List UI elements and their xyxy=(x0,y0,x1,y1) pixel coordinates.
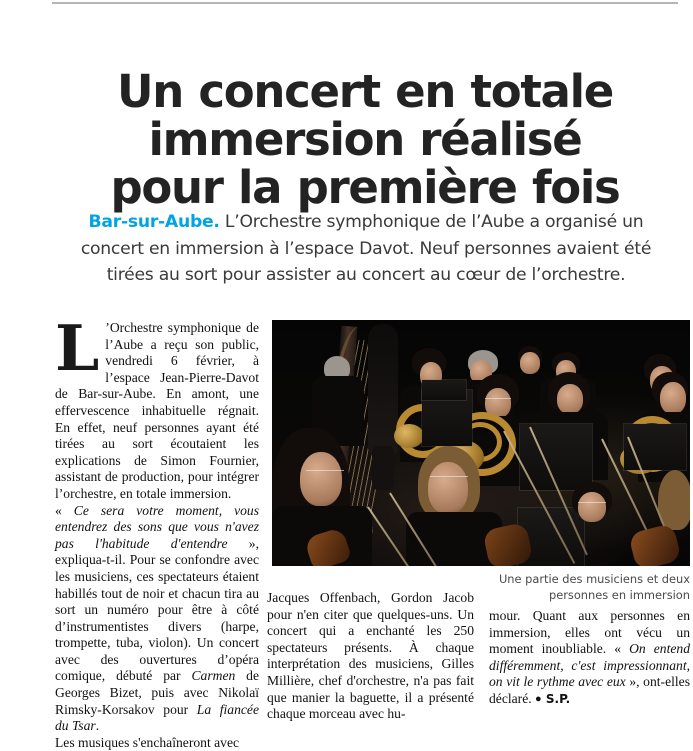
locality-label: Bar-sur-Aube. xyxy=(88,212,220,232)
quote-open: « xyxy=(55,502,74,518)
eyeglasses-mid-1 xyxy=(485,398,511,402)
headline-line-3: pour la première fois xyxy=(110,161,620,215)
body-column-1 xyxy=(55,311,259,751)
work-title-fiancee: La fiancée du Tsar xyxy=(55,701,259,734)
paragraph-2-end: . xyxy=(95,718,100,734)
body-column-2 xyxy=(267,590,474,723)
paragraph-5-start: mour. Quant aux personnes en immersion, elles ont vécu un moment inoubliable. « xyxy=(489,608,690,657)
musician-face-mid-3 xyxy=(660,382,686,414)
orchestra-photograph xyxy=(272,320,690,566)
headline-line-1: Un concert en totale xyxy=(117,65,613,119)
signature-bullet-icon: ● xyxy=(535,692,542,705)
quote-text-1: Ce sera votre moment, vous entendrez des sons que vous n'avez pas l'habitude d'entendre xyxy=(55,502,259,551)
paragraph-5 xyxy=(489,608,690,708)
quote-text-2: On entend différemment, c'est impressionnant, on vit le rythme avec eux xyxy=(489,641,691,690)
photo-caption: Une partie des musiciens et deux personnes en immersion xyxy=(498,572,690,602)
bass-instrument-base xyxy=(372,446,394,490)
standfirst-text: L’Orchestre symphonique de l’Aube a organisé un concert en immersion à l’espace Davot. Neuf personnes avaient été tirées au sort pour assister au concert au cœur de l’orchestre. xyxy=(80,212,652,285)
standfirst xyxy=(62,209,670,289)
eyeglasses-front-center xyxy=(430,476,468,480)
body-column-3 xyxy=(489,608,690,708)
author-signature: S.P. xyxy=(541,691,571,706)
page-title xyxy=(52,65,678,215)
paragraph-4: Jacques Offenbach, Gordon Jacob pour n'en citer que quelques-uns. Un concert qui a enchanté les 250 spectateurs présents. À chaque interprétation des musiciens, Gilles Millière, chef d'orchestre, n'a pas fait que manier la baguette, il a présenté chaque morceau avec hu- xyxy=(267,590,474,722)
musician-face-front-center xyxy=(428,462,468,514)
top-divider-rule xyxy=(52,2,678,4)
paragraph-3: Les musiques s'enchaîneront avec xyxy=(55,734,240,750)
drop-cap: L xyxy=(55,311,100,385)
eyeglasses-front-left xyxy=(306,470,344,474)
music-stand-5 xyxy=(422,380,466,400)
musician-face-back-4 xyxy=(520,352,540,374)
paragraph-2-continuation: », expliqua-t-il. Pour se confondre avec les musiciens, ces spectateurs étaient habillés tout de noir et chacun tira au sort un numéro pour être à côté d’instrumentistes divers (harpe, trompette, tuba, violon). Un concert avec des ouvertures d’opéra comique, débuté par xyxy=(55,535,259,684)
paragraph-1 xyxy=(55,311,259,503)
work-title-carmen: Carmen xyxy=(191,668,236,684)
paragraph-5-end: », ont-elles déclaré. xyxy=(489,674,690,706)
musician-face-front-right xyxy=(578,492,606,522)
musician-face-mid-2 xyxy=(557,384,583,414)
paragraph-2-middle: de Georges Bizet, puis avec Nikolaï Rimsky-Korsakov pour xyxy=(55,668,259,717)
paragraph-2 xyxy=(55,503,259,735)
french-horn-bell-left xyxy=(394,424,424,448)
headline-line-2: immersion réalisé xyxy=(148,113,582,167)
paragraph-1-text: ’Orchestre symphonique de l’Aube a reçu son public, vendredi 6 février, à l’espace Jean-Pierre-Davot de Bar-sur-Aube. En amont, une effervescence inhabituelle régnait. En effet, neuf personnes ayant été tirées au sort écoutaient les explications de Simon Fournier, assistant de production, pour intégrer l’orchestre, en totale immersion. xyxy=(55,320,259,501)
article-photo xyxy=(272,320,690,566)
musician-face-front-left xyxy=(300,452,342,506)
eyeglasses-front-right xyxy=(578,502,606,506)
